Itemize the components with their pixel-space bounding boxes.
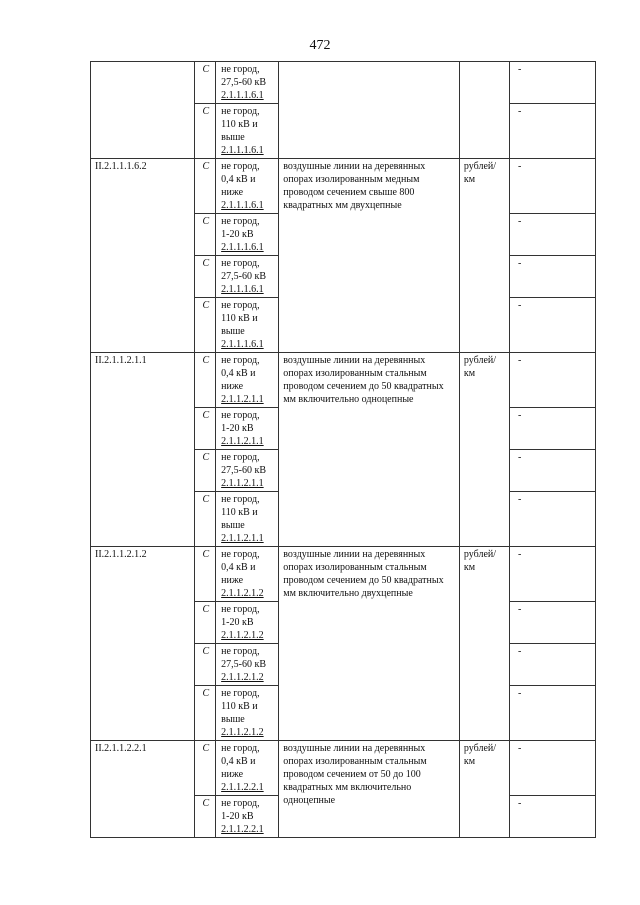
unit-cell: рублей/ км <box>459 547 509 741</box>
consumer-category-cell: С <box>195 62 216 104</box>
territory-voltage-cell <box>216 104 279 159</box>
rate-value-cell: - <box>509 298 595 353</box>
territory-line: 110 кВ и <box>221 313 258 324</box>
territory-line: 27,5-60 кВ <box>221 659 266 670</box>
territory-line: не город, <box>221 452 260 463</box>
rate-value-cell: - <box>509 104 595 159</box>
reference-code: 2.1.1.2.1.1 <box>221 533 264 544</box>
tariff-table <box>90 61 596 838</box>
rate-value-cell: - <box>509 450 595 492</box>
territory-line: 110 кВ и <box>221 119 258 130</box>
territory-voltage-cell <box>216 741 279 796</box>
territory-voltage-cell <box>216 547 279 602</box>
consumer-category-cell: С <box>195 298 216 353</box>
rate-value-cell: - <box>509 741 595 796</box>
table-row <box>91 547 596 602</box>
territory-line: 27,5-60 кВ <box>221 271 266 282</box>
territory-voltage-cell <box>216 214 279 256</box>
territory-line: не город, <box>221 161 260 172</box>
consumer-category-cell: С <box>195 796 216 838</box>
territory-voltage-cell <box>216 796 279 838</box>
line-description-cell: воздушные линии на деревянных опорах изолированным стальным проводом сечением до 50 квадратных мм включительно двухцепные <box>279 547 460 741</box>
territory-line: не город, <box>221 355 260 366</box>
tariff-code-cell: II.2.1.1.1.6.2 <box>91 159 195 353</box>
unit-cell: рублей/ км <box>459 741 509 838</box>
territory-line: 1-20 кВ <box>221 229 254 240</box>
rate-value-cell: - <box>509 62 595 104</box>
reference-code: 2.1.1.2.1.2 <box>221 588 264 599</box>
consumer-category-cell: С <box>195 159 216 214</box>
reference-code: 2.1.1.1.6.1 <box>221 339 264 350</box>
reference-code: 2.1.1.1.6.1 <box>221 90 264 101</box>
territory-voltage-cell <box>216 62 279 104</box>
territory-voltage-cell <box>216 602 279 644</box>
consumer-category-cell: С <box>195 353 216 408</box>
territory-line: выше <box>221 326 245 337</box>
reference-code: 2.1.1.1.6.1 <box>221 242 264 253</box>
reference-code: 2.1.1.2.1.2 <box>221 727 264 738</box>
territory-line: ниже <box>221 381 244 392</box>
territory-line: не город, <box>221 743 260 754</box>
rate-value-cell: - <box>509 408 595 450</box>
table-row <box>91 353 596 408</box>
reference-code: 2.1.1.2.2.1 <box>221 782 264 793</box>
tariff-code-cell: II.2.1.1.2.1.2 <box>91 547 195 741</box>
reference-code: 2.1.1.2.1.2 <box>221 672 264 683</box>
line-description-cell: воздушные линии на деревянных опорах изолированным стальным проводом сечением от 50 до 100 квадратных мм включительно одноцепные <box>279 741 460 838</box>
territory-voltage-cell <box>216 492 279 547</box>
rate-value-cell: - <box>509 214 595 256</box>
territory-line: 27,5-60 кВ <box>221 465 266 476</box>
consumer-category-cell: С <box>195 602 216 644</box>
reference-code: 2.1.1.1.6.1 <box>221 145 264 156</box>
territory-voltage-cell <box>216 686 279 741</box>
rate-value-cell: - <box>509 796 595 838</box>
territory-line: выше <box>221 520 245 531</box>
rate-value-cell: - <box>509 547 595 602</box>
territory-line: не город, <box>221 549 260 560</box>
territory-line: не город, <box>221 258 260 269</box>
territory-line: выше <box>221 714 245 725</box>
territory-voltage-cell <box>216 256 279 298</box>
reference-code: 2.1.1.2.1.2 <box>221 630 264 641</box>
unit-cell: рублей/ км <box>459 159 509 353</box>
territory-line: 0,4 кВ и <box>221 756 256 767</box>
tariff-code-cell: II.2.1.1.2.2.1 <box>91 741 195 838</box>
territory-line: 1-20 кВ <box>221 423 254 434</box>
territory-line: 1-20 кВ <box>221 617 254 628</box>
territory-line: ниже <box>221 575 244 586</box>
territory-line: 110 кВ и <box>221 507 258 518</box>
rate-value-cell: - <box>509 353 595 408</box>
territory-line: 27,5-60 кВ <box>221 77 266 88</box>
territory-voltage-cell <box>216 298 279 353</box>
territory-line: не город, <box>221 106 260 117</box>
rate-value-cell: - <box>509 644 595 686</box>
territory-line: не город, <box>221 798 260 809</box>
consumer-category-cell: С <box>195 686 216 741</box>
territory-line: выше <box>221 132 245 143</box>
territory-line: 0,4 кВ и <box>221 368 256 379</box>
territory-voltage-cell <box>216 644 279 686</box>
territory-voltage-cell <box>216 353 279 408</box>
territory-line: не город, <box>221 410 260 421</box>
territory-line: 0,4 кВ и <box>221 562 256 573</box>
territory-line: не город, <box>221 688 260 699</box>
line-description-cell: воздушные линии на деревянных опорах изолированным стальным проводом сечением до 50 квадратных мм включительно одноцепные <box>279 353 460 547</box>
line-description-cell: воздушные линии на деревянных опорах изолированным медным проводом сечением свыше 800 квадратных мм двухцепные <box>279 159 460 353</box>
territory-line: не город, <box>221 646 260 657</box>
unit-cell: рублей/ км <box>459 353 509 547</box>
territory-voltage-cell <box>216 159 279 214</box>
consumer-category-cell: С <box>195 644 216 686</box>
consumer-category-cell: С <box>195 547 216 602</box>
rate-value-cell: - <box>509 256 595 298</box>
territory-line: не город, <box>221 604 260 615</box>
consumer-category-cell: С <box>195 408 216 450</box>
territory-voltage-cell <box>216 450 279 492</box>
territory-voltage-cell <box>216 408 279 450</box>
table-row <box>91 62 596 104</box>
reference-code: 2.1.1.1.6.1 <box>221 284 264 295</box>
territory-line: не город, <box>221 494 260 505</box>
consumer-category-cell: С <box>195 104 216 159</box>
reference-code: 2.1.1.1.6.1 <box>221 200 264 211</box>
reference-code: 2.1.1.2.1.1 <box>221 478 264 489</box>
page-number: 472 <box>309 38 331 53</box>
line-description-cell <box>279 62 460 159</box>
territory-line: ниже <box>221 187 244 198</box>
consumer-category-cell: С <box>195 492 216 547</box>
consumer-category-cell: С <box>195 214 216 256</box>
territory-line: 1-20 кВ <box>221 811 254 822</box>
rate-value-cell: - <box>509 686 595 741</box>
reference-code: 2.1.1.2.1.1 <box>221 436 264 447</box>
rate-value-cell: - <box>509 602 595 644</box>
consumer-category-cell: С <box>195 741 216 796</box>
territory-line: не город, <box>221 64 260 75</box>
rate-value-cell: - <box>509 492 595 547</box>
territory-line: не город, <box>221 216 260 227</box>
reference-code: 2.1.1.2.2.1 <box>221 824 264 835</box>
consumer-category-cell: С <box>195 256 216 298</box>
tariff-code-cell <box>91 62 195 159</box>
territory-line: 0,4 кВ и <box>221 174 256 185</box>
territory-line: не город, <box>221 300 260 311</box>
territory-line: 110 кВ и <box>221 701 258 712</box>
reference-code: 2.1.1.2.1.1 <box>221 394 264 405</box>
table-row <box>91 159 596 214</box>
rate-value-cell: - <box>509 159 595 214</box>
territory-line: ниже <box>221 769 244 780</box>
unit-cell <box>459 62 509 159</box>
tariff-table-body <box>91 62 596 838</box>
consumer-category-cell: С <box>195 450 216 492</box>
table-row <box>91 741 596 796</box>
tariff-code-cell: II.2.1.1.2.1.1 <box>91 353 195 547</box>
